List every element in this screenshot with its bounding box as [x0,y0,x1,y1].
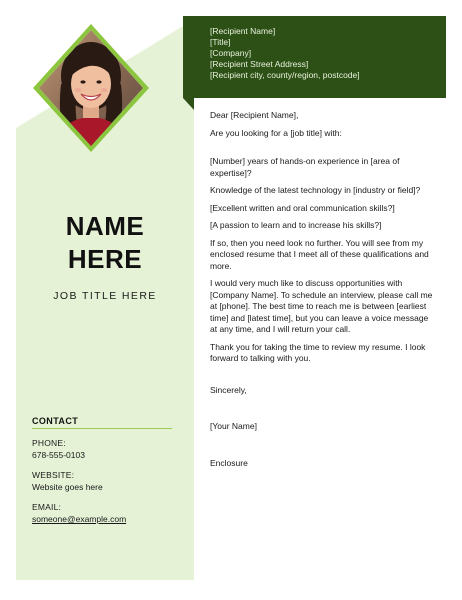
recipient-city: [Recipient city, county/region, postcode] [210,70,360,80]
letter-point-1: [Number] years of hands-on experience in [area of expertise]? [210,156,400,178]
letter-paragraph-2: I would very much like to discuss opportunities with [Company Name]. To schedule an interview, please call me at [phone]. The best time to reach me is between [earliest time] and [latest time], but you can leave a voice message at any time, and I will return your call. [210,278,433,334]
contact-divider [32,428,172,429]
letter-signature: [Your Name] [210,421,257,431]
letter-point-3: [Excellent written and oral communication skills?] [210,202,395,213]
letter-paragraph-3: Thank you for taking the time to review my resume. I look forward to talking with you. [210,341,426,363]
email-label: EMAIL: [32,502,62,512]
website-value: Website goes here [32,482,103,492]
job-title: JOB TITLE HERE [53,290,157,302]
letter-enclosure: Enclosure [210,457,248,468]
letter-body [210,110,436,469]
name-line-1: NAME [65,211,145,241]
recipient-address [210,26,440,81]
website-label: WEBSITE: [32,470,75,480]
recipient-street: [Recipient Street Address] [210,59,309,69]
phone-label: PHONE: [32,438,66,448]
profile-photo [33,24,149,152]
letter-salutation: Dear [Recipient Name], [210,110,299,120]
phone-value: 678-555-0103 [32,450,85,460]
letter-point-4: [A passion to learn and to increase his skills?] [210,220,382,230]
letter-paragraph-1: If so, then you need look no further. You will see from my enclosed resume that I meet all of these qualifications and more. [210,237,429,271]
name-line-2: HERE [67,244,143,274]
letter-point-2: Knowledge of the latest technology in [industry or field]? [210,185,421,195]
email-link[interactable]: someone@example.com [32,514,127,524]
recipient-title: [Title] [210,37,231,47]
recipient-company: [Company] [210,48,252,58]
candidate-name [16,210,194,276]
contact-heading: CONTACT [32,416,79,426]
letter-intro: Are you looking for a [job title] with: [210,127,342,138]
letter-closing: Sincerely, [210,384,247,395]
contact-phone [32,437,85,461]
recipient-name: [Recipient Name] [210,26,276,36]
contact-email [32,501,126,525]
contact-website [32,469,103,493]
